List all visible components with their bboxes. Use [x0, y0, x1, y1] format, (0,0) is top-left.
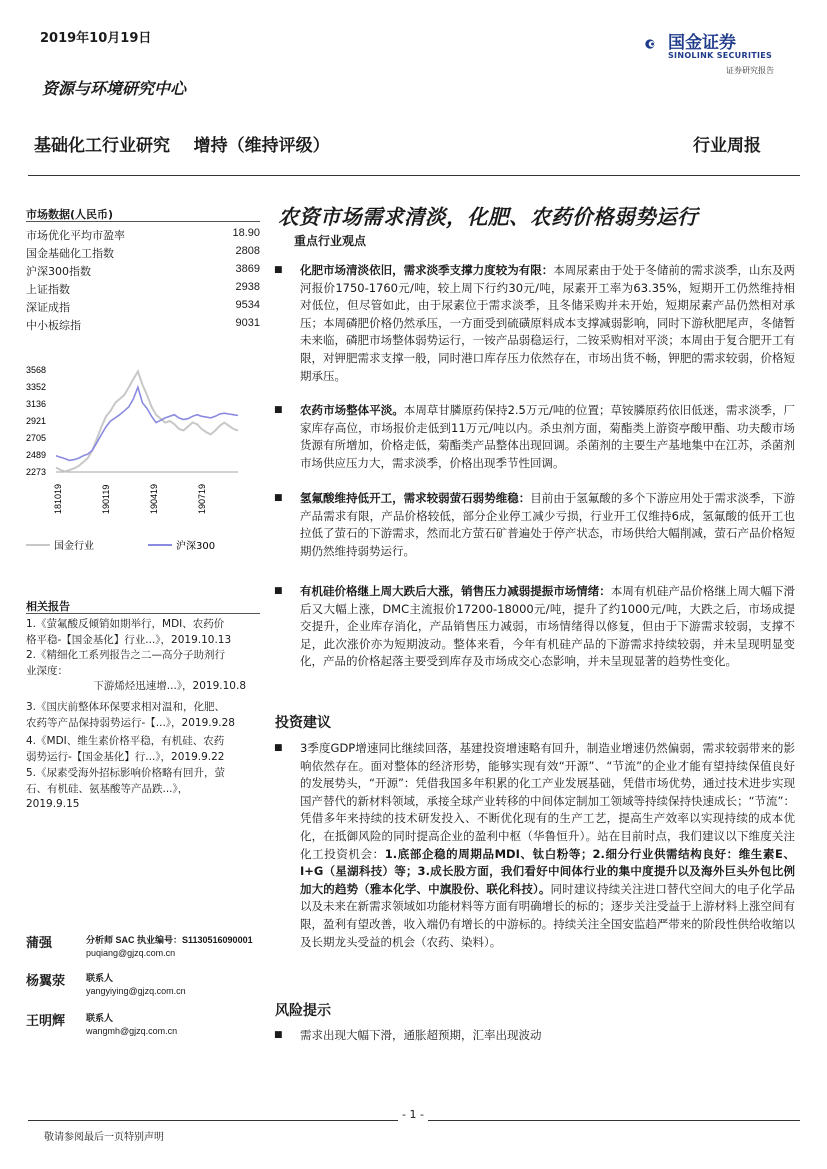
analyst-email[interactable]: yangyiying@gjzq.com.cn [86, 986, 186, 996]
bullet-icon: ■ [274, 493, 283, 503]
market-data-title: 市场数据(人民币) [26, 208, 114, 221]
series-line-1 [56, 387, 238, 460]
page-number: - 1 - [398, 1108, 428, 1121]
related-report-item[interactable]: 4.《MDI、维生素价格平稳，有机硅、农药 弱势运行-【国金基化】行...》，2019.9.22 [26, 735, 225, 763]
y-tick-label: 2489 [26, 449, 47, 460]
view-paragraph: ■ 化肥市场清淡依旧，需求淡季支撑力度较为有限：本周尿素由于处于冬储前的需求淡季，山东及两河报价1750-1760元/吨，较上周下行约30元/吨，尿素开工率为63.35%，短期开工仍然维持相对低位，但尽管如此，由于尿素位于需求淡季，且冬储采购并未开始，短期尿素产品仍然相对承压；本周磷肥价格仍然承压，一方面受到硫磺原料成本支撑减弱影响，同时下游秋肥尾声，冬储暂未来临，磷肥市场整体弱势运行，一铵产品弱稳运行，二铵采购相对平淡；本周由于复合肥开工有限，对钾肥需求支撑一般，同时港口库存压力依然存在，市场出货不畅，钾肥的需求较弱，价格短期承压。 [274, 263, 796, 383]
x-tick-label: 190119 [101, 484, 111, 514]
market-row: 上证指数 2938 [26, 281, 260, 296]
key-views-heading: 重点行业观点 [294, 234, 367, 248]
bullet-icon: ■ [274, 743, 283, 753]
logo-subtitle: 证券研究报告 [726, 66, 774, 75]
y-tick-label: 3352 [26, 382, 47, 393]
market-row: 沪深300指数 3869 [26, 263, 260, 278]
related-divider [26, 613, 260, 614]
logo-text-en: SINOLINK SECURITIES [668, 51, 773, 60]
risk-heading: 风险提示 [275, 1003, 331, 1019]
view-paragraph: ■ 氢氟酸维持低开工，需求较弱萤石弱势维稳：目前由于氢氟酸的多个下游应用处于需求淡季，下游产品需求有限，产品价格较低，部分企业停工减少亏损，行业开工仅维持6成，氢氟酸的低开工也拉低了萤石的下游需求，然而北方萤石矿普遍处于停产状态，市场供给大幅削减，萤石产品价格短期仍然维持弱势运行。 [274, 491, 796, 558]
sinolink-logo-icon [632, 26, 668, 62]
index-line-chart [18, 360, 268, 560]
x-tick-label: 190719 [197, 483, 207, 514]
research-center: 资源与环境研究中心 [42, 79, 187, 98]
bullet-icon: ■ [274, 265, 283, 275]
investment-heading: 投资建议 [275, 715, 331, 731]
related-report-item[interactable]: 5.《尿素受海外招标影响价格略有回升，萤 石、有机硅、氨基酸等产品跌...》， 2019.9.15 [26, 767, 226, 811]
x-tick-label: 190419 [149, 483, 159, 514]
x-tick-label: 181019 [53, 483, 63, 514]
y-tick-label: 2921 [26, 415, 47, 426]
logo-text-cn: 国金证券 [668, 33, 736, 53]
legend-label: 沪深300 [176, 541, 216, 552]
investment-paragraph: ■ 3季度GDP增速同比继续回落，基建投资增速略有回升，制造业增速仍然偏弱，需求较弱带来的影响依然存在。面对整体的经济形势，能够实现有效“开源”、“节流”的企业才能有望持续保值良好的发展势头，“开源”：凭借我国多年积累的化工产业发展基础，凭借市场优势，通过技术进步实现国产替代的新材料领域，承接全球产业转移的中间体定制加工领域等持续保持快速成长；“节流”：凭借多年来持续的技术研发投入、不断优化现有的生产工艺，提高生产效率以实现持续的成本优化，在抵御风险的同时提高企业的盈利中枢（华鲁恒升）。站在目前时点，我们建议以下维度关注化工投资机会：1.底部企稳的周期品MDI、钛白粉等；2.细分行业供需结构良好：维生素E、I+G（星湖科技）等；3.成长股方面，我们看好中间体行业的集中度提升以及海外巨头外包比例加大的趋势（雅本化学、中旗股份、联化科技）。同时建议持续关注进口替代空间大的电子化学品以及未来在新需求领域如功能材料等方面有明确增长的标的；逐步关注受益于上游材料上涨空间有限，盈利有望改善，收入端仍有增长的中游标的。持续关注全国安监趋严带来的阶段性供给收缩以及长期龙头受益的机会（农药、染料）。 [274, 741, 796, 949]
related-report-item[interactable]: 3.《国庆前整体环保要求相对温和，化肥、 农药等产品保持弱势运行-【...》，2019.9.28 [26, 701, 235, 729]
related-report-item[interactable]: 2.《精细化工系列报告之二—高分子助剂行 业深度： 下游烯烃迅速增...》，2019.10.8 [26, 649, 246, 693]
y-tick-label: 3136 [26, 399, 47, 410]
analyst-email[interactable]: puqiang@gjzq.com.cn [86, 948, 176, 958]
view-paragraph: ■ 有机硅价格继上周大跌后大涨，销售压力减弱提振市场情绪：本周有机硅产品价格继上周大幅下滑后又大幅上涨，DMC主流报价17200-18000元/吨，提升了约1000元/吨，大跌之后，市场成提交提升，企业库存消化，产品销售压力减弱，市场情绪得以修复，但由于下游需求较弱，支撑不足，此次涨价亦为短期波动。整体来看，今年有机硅产品的下游需求持续较弱，并未呈现明显变化，产品的价格起落主要受到库存及市场成交心态影响，并未呈现显著的趋势性变化。 [274, 584, 796, 669]
related-reports-title: 相关报告 [26, 600, 70, 613]
bullet-icon: ■ [274, 405, 283, 415]
header-divider [28, 175, 800, 176]
legend-label: 国金行业 [54, 541, 94, 552]
report-title: 农资市场需求清淡，化肥、农药价格弱势运行 [278, 205, 698, 229]
bullet-icon: ■ [274, 586, 283, 596]
disclaimer-note: 敬请参阅最后一页特别声明 [44, 1132, 164, 1143]
industry-rating: 基础化工行业研究 增持（维持评级） [34, 136, 330, 156]
bullet-icon: ■ [274, 1030, 283, 1040]
risk-paragraph: ■ 需求出现大幅下滑，通胀超预期，汇率出现波动 [275, 1027, 795, 1045]
market-row: 中小板综指 9031 [26, 317, 260, 332]
y-tick-label: 2705 [26, 432, 47, 443]
market-row: 市场优化平均市盈率 18.90 [26, 227, 260, 242]
view-paragraph: ■ 农药市场整体平淡。本周草甘膦原药保持2.5万元/吨的位置；草铵膦原药依旧低迷，需求淡季，厂家库存高位，市场报价走低到11万元/吨以内。杀虫剂方面，菊酯类上游资亭酸甲酯、功夫酸市场货源有所增加，价格走低，菊酯类产品整体出现回调。杀菌剂的主要生产基地集中在江苏，杀菌剂市场供应压力大，需求淡季，价格出现季节性回调。 [274, 403, 795, 470]
related-report-item[interactable]: 1.《萤氟酸反倾销如期举行，MDI、农药价 格平稳-【国金基化】行业...》，2019.10.13 [26, 618, 232, 646]
market-divider [26, 221, 260, 222]
report-type: 行业周报 [693, 136, 761, 156]
market-row: 深证成指 9534 [26, 299, 260, 314]
market-row: 国金基础化工指数 2808 [26, 245, 260, 260]
report-date: 2019年10月19日 [40, 31, 152, 46]
y-tick-label: 3568 [26, 365, 47, 375]
analyst-email[interactable]: wangmh@gjzq.com.cn [86, 1026, 178, 1036]
y-tick-label: 2273 [26, 467, 47, 477]
